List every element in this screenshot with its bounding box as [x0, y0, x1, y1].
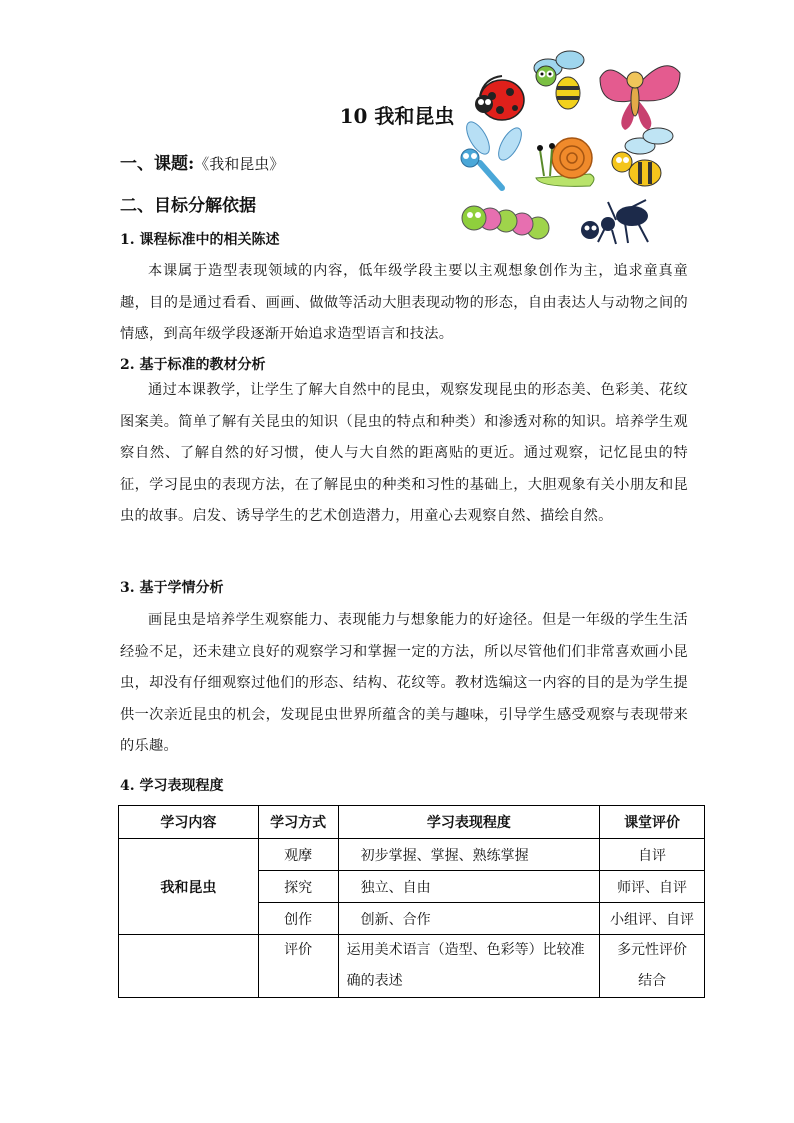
cell-performance: 独立、自由 [338, 871, 600, 903]
cell-content: 我和昆虫 [119, 839, 259, 935]
table-header-row [119, 806, 705, 839]
page-title: 10 我和昆虫 [339, 104, 455, 128]
header-performance: 学习表现程度 [338, 806, 600, 839]
cell-evaluation: 自评 [600, 839, 705, 871]
header-content: 学习内容 [119, 806, 259, 839]
section-topic [120, 149, 284, 174]
cell-method: 观摩 [258, 839, 338, 871]
table-row [119, 839, 705, 871]
cell-performance: 运用美术语言（造型、色彩等）比较准确的表述 [338, 935, 600, 998]
header-method: 学习方式 [258, 806, 338, 839]
cell-evaluation: 多元性评价结合 [600, 935, 705, 998]
section-topic-label: 一、课题: [120, 154, 195, 174]
cell-method: 创作 [258, 903, 338, 935]
subsection-textbook-text: 通过本课教学，让学生了解大自然中的昆虫，观察发现昆虫的形态美、色彩美、花纹图案美。简单了解有关昆虫的知识（昆虫的特点和种类）和渗透对称的知识。培养学生观察自然、了解自然的好习惯，使人与大自然的距离贴的更近。通过观察，记忆昆虫的特征，学习昆虫的表现方法，在了解昆虫的种类和习性的基础上，大胆观象有关小朋友和昆虫的故事。启发、诱导学生的艺术创造潜力，用童心去观察自然、描绘自然。 [120, 382, 688, 524]
subsection-learner-heading: 3. 基于学情分析 [120, 580, 224, 596]
section-topic-value: 《我和昆虫》 [194, 155, 285, 173]
wasp-icon [612, 128, 673, 186]
cell-evaluation: 师评、自评 [600, 871, 705, 903]
cell-performance: 初步掌握、掌握、熟练掌握 [338, 839, 600, 871]
subsection-standard-heading: 1. 课程标准中的相关陈述 [120, 232, 280, 248]
ant-icon [581, 200, 648, 244]
subsection-textbook-heading: 2. 基于标准的教材分析 [120, 357, 266, 373]
cell-content-empty [119, 935, 259, 998]
snail-icon [536, 138, 594, 186]
insects-illustration [440, 38, 700, 248]
cell-method: 探究 [258, 871, 338, 903]
subsection-learner-text: 画昆虫是培养学生观察能力、表现能力与想象能力的好途径。但是一年级的学生生活经验不足，还未建立良好的观察学习和掌握一定的方法，所以尽管他们们非常喜欢画小昆虫，却没有仔细观察过他们的形态、结构、花纹等。教材选编这一内容的目的是为学生提供一次亲近昆虫的机会，发现昆虫世界所蕴含的美与趣味，引导学生感受观察与表现带来的乐趣。 [120, 612, 688, 754]
caterpillar-icon [462, 206, 549, 239]
performance-table [118, 805, 705, 998]
table-row [119, 935, 705, 998]
cell-evaluation: 小组评、自评 [600, 903, 705, 935]
cell-performance: 创新、合作 [338, 903, 600, 935]
cell-method: 评价 [258, 935, 338, 998]
header-evaluation: 课堂评价 [600, 806, 705, 839]
section-goals-heading: 二、目标分解依据 [120, 196, 256, 216]
subsection-performance-heading: 4. 学习表现程度 [120, 778, 224, 794]
subsection-standard-text: 本课属于造型表现领域的内容，低年级学段主要以主观想象创作为主，追求童真童趣，目的是通过看看、画画、做做等活动大胆表现动物的形态，自由表达人与动物之间的情感，到高年级学段逐渐开始追求造型语言和技法。 [120, 263, 688, 342]
